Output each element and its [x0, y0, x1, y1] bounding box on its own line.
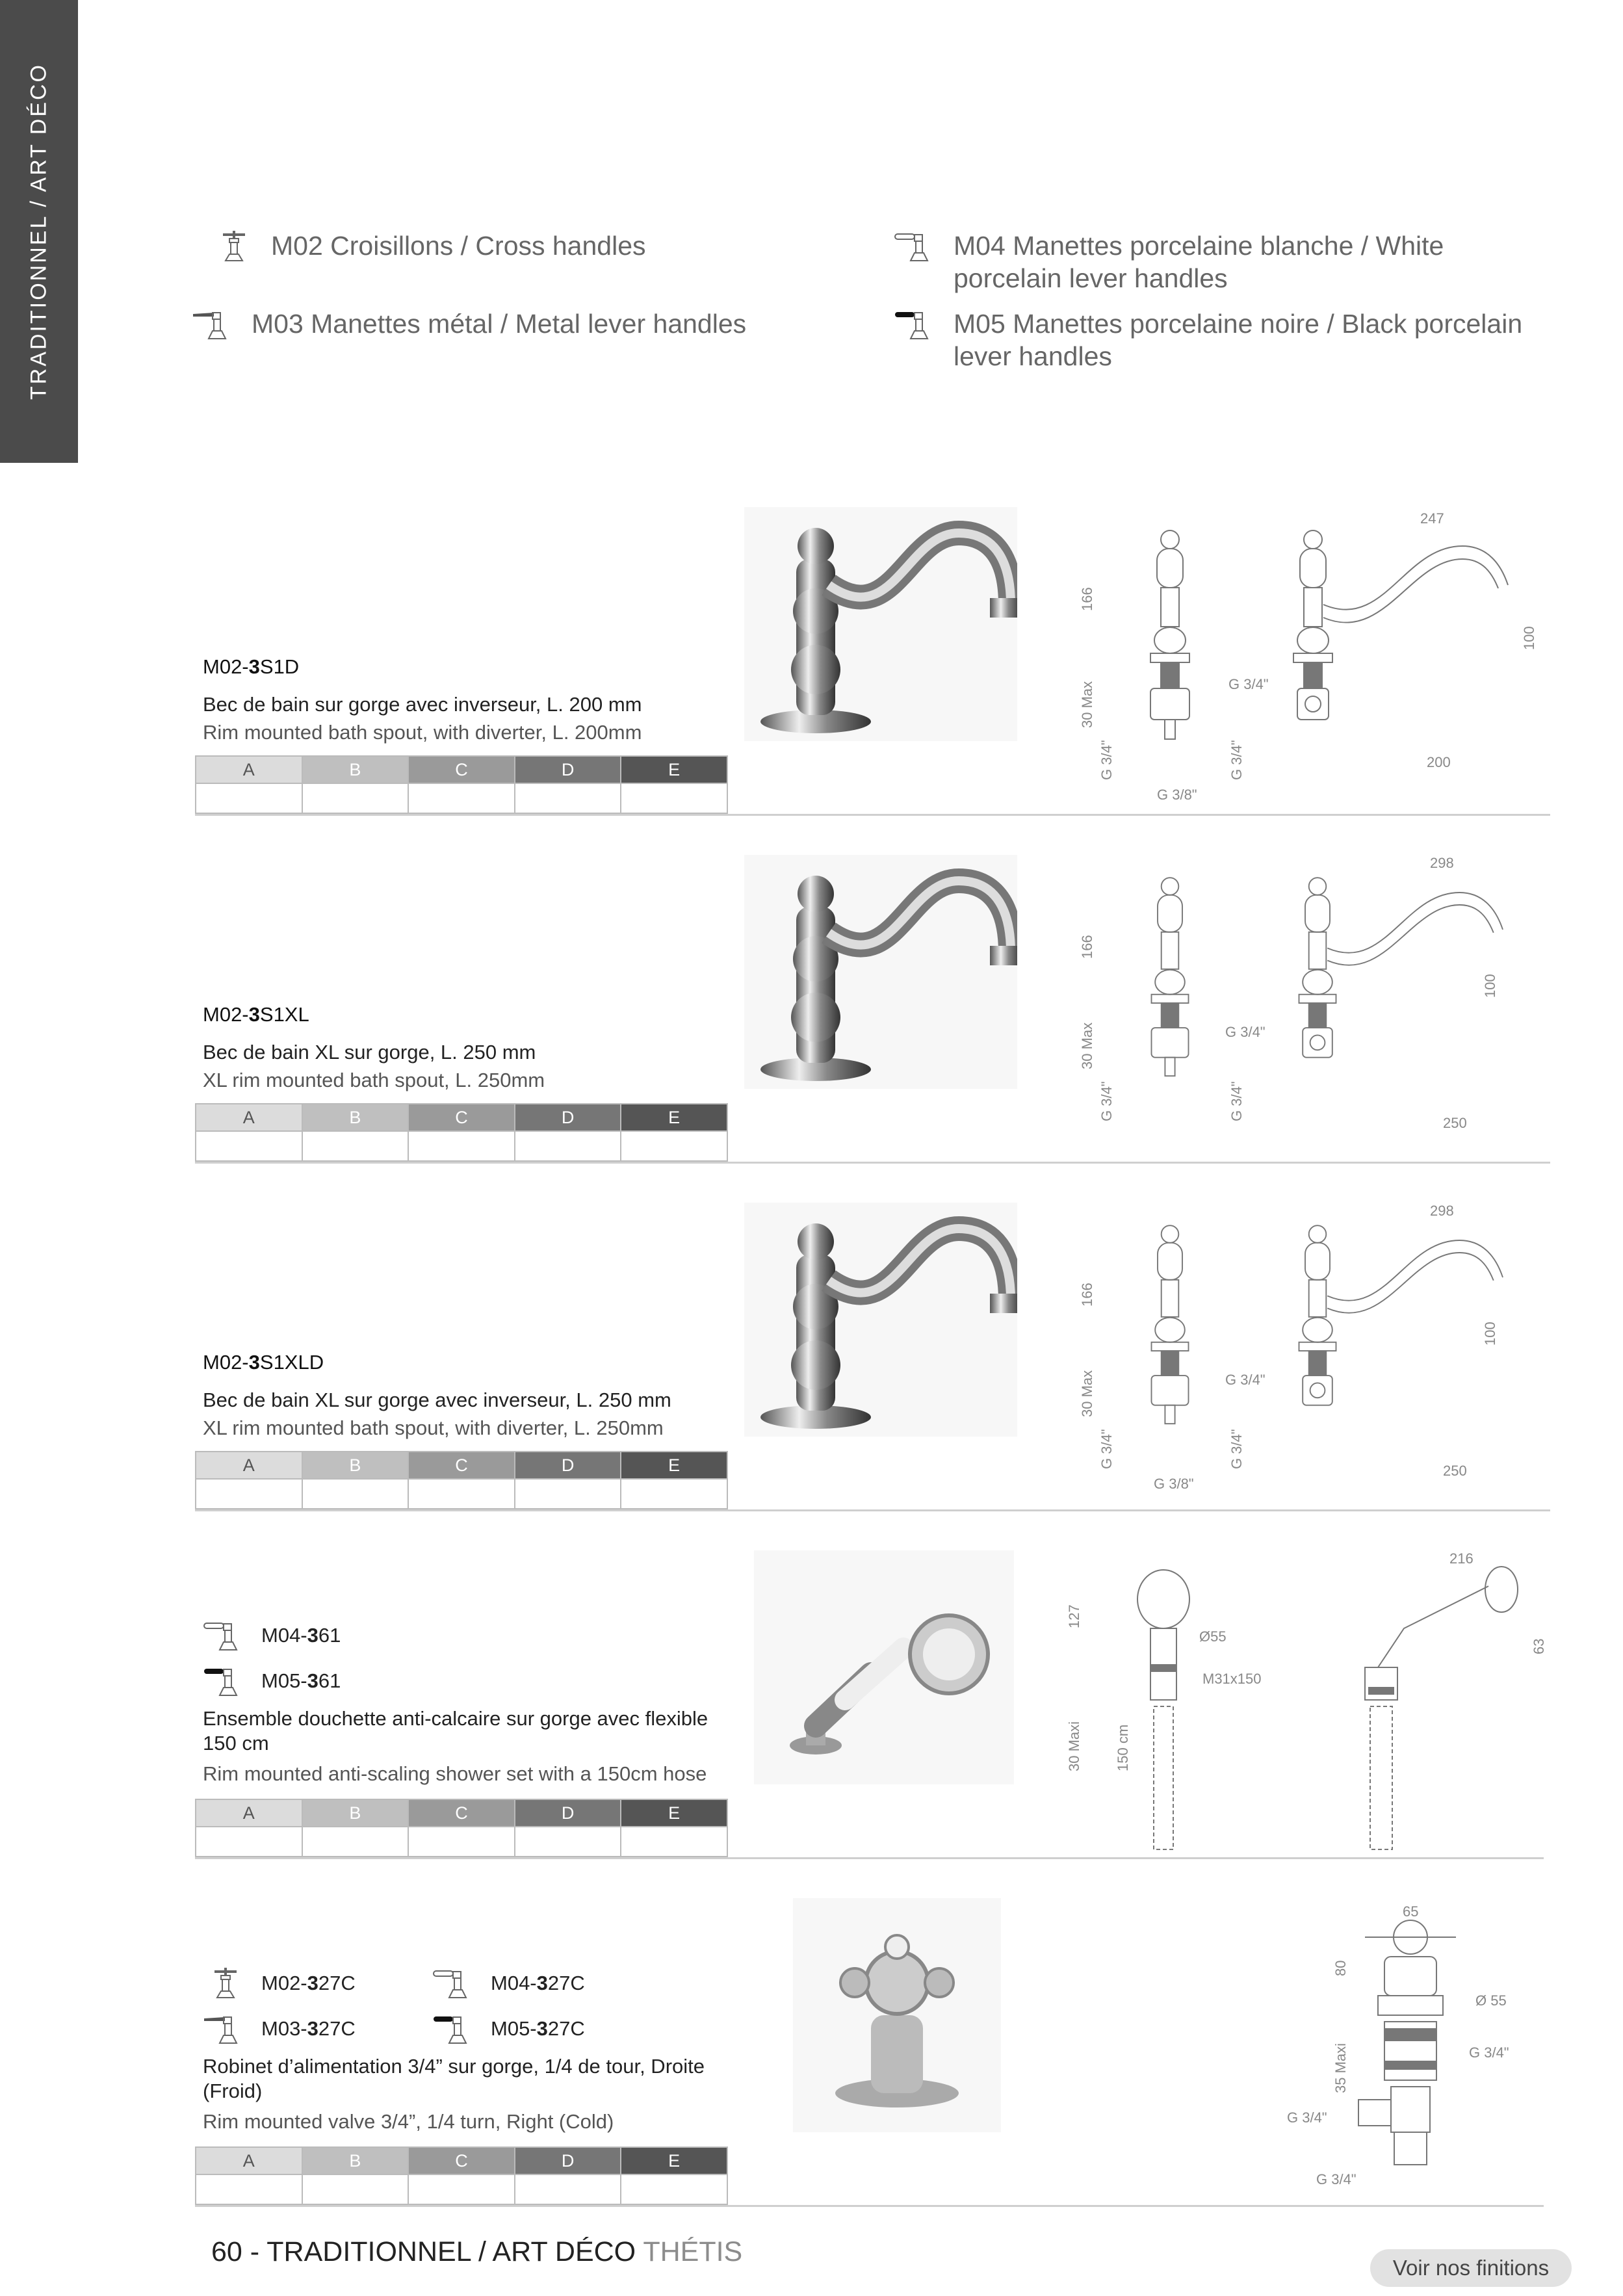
svg-text:298: 298	[1430, 855, 1454, 871]
finish-a[interactable]: A	[196, 1452, 302, 1479]
finish-a[interactable]: A	[196, 1104, 302, 1131]
section-side-tab	[0, 0, 78, 463]
svg-text:30 Max: 30 Max	[1079, 1370, 1095, 1417]
svg-text:G 3/4": G 3/4"	[1228, 676, 1269, 692]
legend-item-cross-handles	[211, 229, 843, 263]
product-block-m02-3s1d	[195, 507, 1553, 819]
finish-c[interactable]: C	[408, 1104, 515, 1131]
finish-b[interactable]: B	[302, 1452, 409, 1479]
finish-a[interactable]: A	[196, 1799, 302, 1827]
svg-text:250: 250	[1443, 1115, 1467, 1131]
svg-text:G 3/4": G 3/4"	[1225, 1024, 1266, 1040]
variant-code: M04-327C	[491, 1972, 585, 1994]
svg-text:247: 247	[1420, 510, 1444, 527]
svg-text:30 Max: 30 Max	[1079, 681, 1095, 728]
product-block-m02-3s1xld	[195, 1203, 1553, 1515]
finish-d[interactable]: D	[515, 756, 621, 783]
finish-table	[195, 1103, 728, 1162]
finish-d[interactable]: D	[515, 1799, 621, 1827]
product-description-en: XL rim mounted bath spout, L. 250mm	[203, 1069, 545, 1091]
technical-drawing	[1059, 1550, 1553, 1856]
svg-text:G 3/4": G 3/4"	[1228, 1429, 1245, 1469]
legend-item-black-porcelain	[894, 307, 1526, 372]
white-porcelain-lever-icon	[203, 1619, 248, 1652]
black-porcelain-lever-icon	[432, 2012, 478, 2046]
svg-text:100: 100	[1482, 974, 1498, 998]
finish-d[interactable]: D	[515, 1104, 621, 1131]
legend-text: M03 Manettes métal / Metal lever handles	[252, 309, 747, 339]
svg-text:63: 63	[1531, 1638, 1547, 1654]
finish-table	[195, 1451, 728, 1509]
metal-lever-icon	[192, 307, 237, 341]
finish-d[interactable]: D	[515, 2147, 621, 2174]
variant-m04-361	[203, 1619, 341, 1652]
product-photo	[793, 1898, 1001, 2132]
svg-text:G 3/4": G 3/4"	[1098, 1429, 1115, 1469]
svg-text:127: 127	[1066, 1604, 1082, 1628]
variant-m05-327c	[432, 2012, 585, 2046]
legend-text: M05 Manettes porcelaine noire / Black porcelain lever handles	[954, 309, 1523, 371]
finish-e[interactable]: E	[621, 756, 727, 783]
svg-text:G 3/4": G 3/4"	[1225, 1372, 1266, 1388]
product-description-fr: Ensemble douchette anti-calcaire sur gorge avec flexible 150 cm	[203, 1707, 708, 1755]
finish-c[interactable]: C	[408, 2147, 515, 2174]
collection-name: THÉTIS	[643, 2236, 743, 2267]
svg-text:G 3/8": G 3/8"	[1157, 787, 1197, 803]
product-block-m02-3s1xl	[195, 855, 1553, 1167]
variant-m05-361	[203, 1664, 341, 1698]
product-description-en: Rim mounted anti-scaling shower set with a 150cm hose	[203, 1762, 707, 1785]
variant-code: M04-361	[261, 1624, 341, 1647]
white-porcelain-lever-icon	[894, 229, 939, 263]
product-block-shower-set	[195, 1550, 1553, 1862]
metal-lever-icon	[203, 2012, 248, 2046]
technical-drawing	[1079, 1203, 1547, 1502]
svg-text:298: 298	[1430, 1203, 1454, 1219]
svg-text:166: 166	[1079, 1283, 1095, 1307]
finish-table	[195, 755, 728, 814]
svg-text:30 Maxi: 30 Maxi	[1066, 1721, 1082, 1771]
product-code: M02-3S1XL	[203, 1003, 309, 1026]
product-description-fr: Robinet d’alimentation 3/4” sur gorge, 1/4 de tour, Droite (Froid)	[203, 2055, 705, 2102]
svg-text:150 cm: 150 cm	[1115, 1724, 1131, 1771]
finish-e[interactable]: E	[621, 1104, 727, 1131]
finish-table	[195, 2146, 728, 2205]
finish-b[interactable]: B	[302, 1104, 409, 1131]
finish-a[interactable]: A	[196, 2147, 302, 2174]
svg-text:G 3/4": G 3/4"	[1098, 1081, 1115, 1121]
finish-e[interactable]: E	[621, 2147, 727, 2174]
legend-text: M04 Manettes porcelaine blanche / White porcelain lever handles	[954, 231, 1444, 293]
product-photo	[754, 1550, 1014, 1784]
finish-table	[195, 1799, 728, 1857]
svg-text:G 3/4": G 3/4"	[1316, 2171, 1357, 2187]
svg-text:100: 100	[1521, 626, 1537, 650]
page-footer-title: 60 - TRADITIONNEL / ART DÉCO	[211, 2236, 636, 2267]
svg-text:G 3/8": G 3/8"	[1154, 1476, 1194, 1492]
svg-text:100: 100	[1482, 1322, 1498, 1346]
variant-m02-327c	[203, 1966, 356, 2000]
finish-b[interactable]: B	[302, 1799, 409, 1827]
cross-handle-icon	[203, 1966, 248, 2000]
product-code: M02-3S1D	[203, 655, 300, 678]
svg-text:Ø 55: Ø 55	[1475, 1992, 1507, 2009]
product-description-en: XL rim mounted bath spout, with diverter, L. 250mm	[203, 1416, 664, 1439]
svg-text:Ø55: Ø55	[1199, 1628, 1227, 1645]
product-block-valve	[195, 1898, 1553, 2210]
finish-b[interactable]: B	[302, 2147, 409, 2174]
svg-text:G 3/4": G 3/4"	[1228, 740, 1245, 780]
section-divider	[195, 1857, 1544, 1859]
finish-c[interactable]: C	[408, 756, 515, 783]
technical-drawing	[1079, 507, 1547, 806]
svg-text:M31x150: M31x150	[1202, 1671, 1262, 1687]
technical-drawing	[1280, 1898, 1553, 2210]
svg-text:G 3/4": G 3/4"	[1287, 2109, 1327, 2126]
variant-m04-327c	[432, 1966, 585, 2000]
product-photo	[744, 1203, 1017, 1437]
black-porcelain-lever-icon	[894, 307, 939, 341]
white-porcelain-lever-icon	[432, 1966, 478, 2000]
finish-b[interactable]: B	[302, 756, 409, 783]
legend-text: M02 Croisillons / Cross handles	[271, 231, 646, 261]
product-description-en: Rim mounted bath spout, with diverter, L. 200mm	[203, 721, 642, 744]
product-photo	[744, 507, 1017, 741]
finish-d[interactable]: D	[515, 1452, 621, 1479]
technical-drawing	[1079, 855, 1547, 1154]
section-side-tab-label: TRADITIONNEL / ART DÉCO	[26, 62, 51, 400]
variant-code: M02-327C	[261, 1972, 356, 1994]
svg-text:166: 166	[1079, 935, 1095, 959]
svg-text:250: 250	[1443, 1463, 1467, 1479]
view-finishes-button[interactable]: Voir nos finitions	[1370, 2249, 1572, 2287]
svg-text:200: 200	[1427, 754, 1451, 770]
variant-m03-327c	[203, 2012, 356, 2046]
product-photo	[744, 855, 1017, 1089]
finish-a[interactable]: A	[196, 756, 302, 783]
product-code: M02-3S1XLD	[203, 1351, 324, 1374]
finish-c[interactable]: C	[408, 1799, 515, 1827]
legend-item-white-porcelain	[894, 229, 1526, 294]
variant-code: M05-361	[261, 1669, 341, 1692]
svg-text:216: 216	[1449, 1550, 1474, 1567]
svg-text:35 Maxi: 35 Maxi	[1332, 2042, 1349, 2093]
svg-text:G 3/4": G 3/4"	[1098, 740, 1115, 780]
page-footer	[211, 2236, 742, 2268]
product-description-fr: Bec de bain XL sur gorge avec inverseur, L. 250 mm	[203, 1389, 671, 1411]
svg-text:30 Max: 30 Max	[1079, 1022, 1095, 1069]
variant-code: M03-327C	[261, 2017, 356, 2040]
svg-text:80: 80	[1332, 1960, 1349, 1976]
black-porcelain-lever-icon	[203, 1664, 248, 1698]
section-divider	[195, 814, 1550, 816]
cross-handle-icon	[211, 229, 257, 263]
svg-text:65: 65	[1403, 1903, 1419, 1920]
finish-e[interactable]: E	[621, 1452, 727, 1479]
product-description-fr: Bec de bain XL sur gorge, L. 250 mm	[203, 1041, 536, 1063]
section-divider	[195, 1509, 1550, 1511]
finish-c[interactable]: C	[408, 1452, 515, 1479]
product-description-fr: Bec de bain sur gorge avec inverseur, L. 200 mm	[203, 693, 642, 716]
legend-item-metal-lever	[192, 307, 824, 341]
product-description-en: Rim mounted valve 3/4”, 1/4 turn, Right (Cold)	[203, 2110, 614, 2133]
svg-text:G 3/4": G 3/4"	[1228, 1081, 1245, 1121]
variant-code: M05-327C	[491, 2017, 585, 2040]
svg-text:166: 166	[1079, 587, 1095, 611]
section-divider	[195, 1162, 1550, 1164]
finish-e[interactable]: E	[621, 1799, 727, 1827]
svg-text:G 3/4": G 3/4"	[1469, 2044, 1509, 2061]
